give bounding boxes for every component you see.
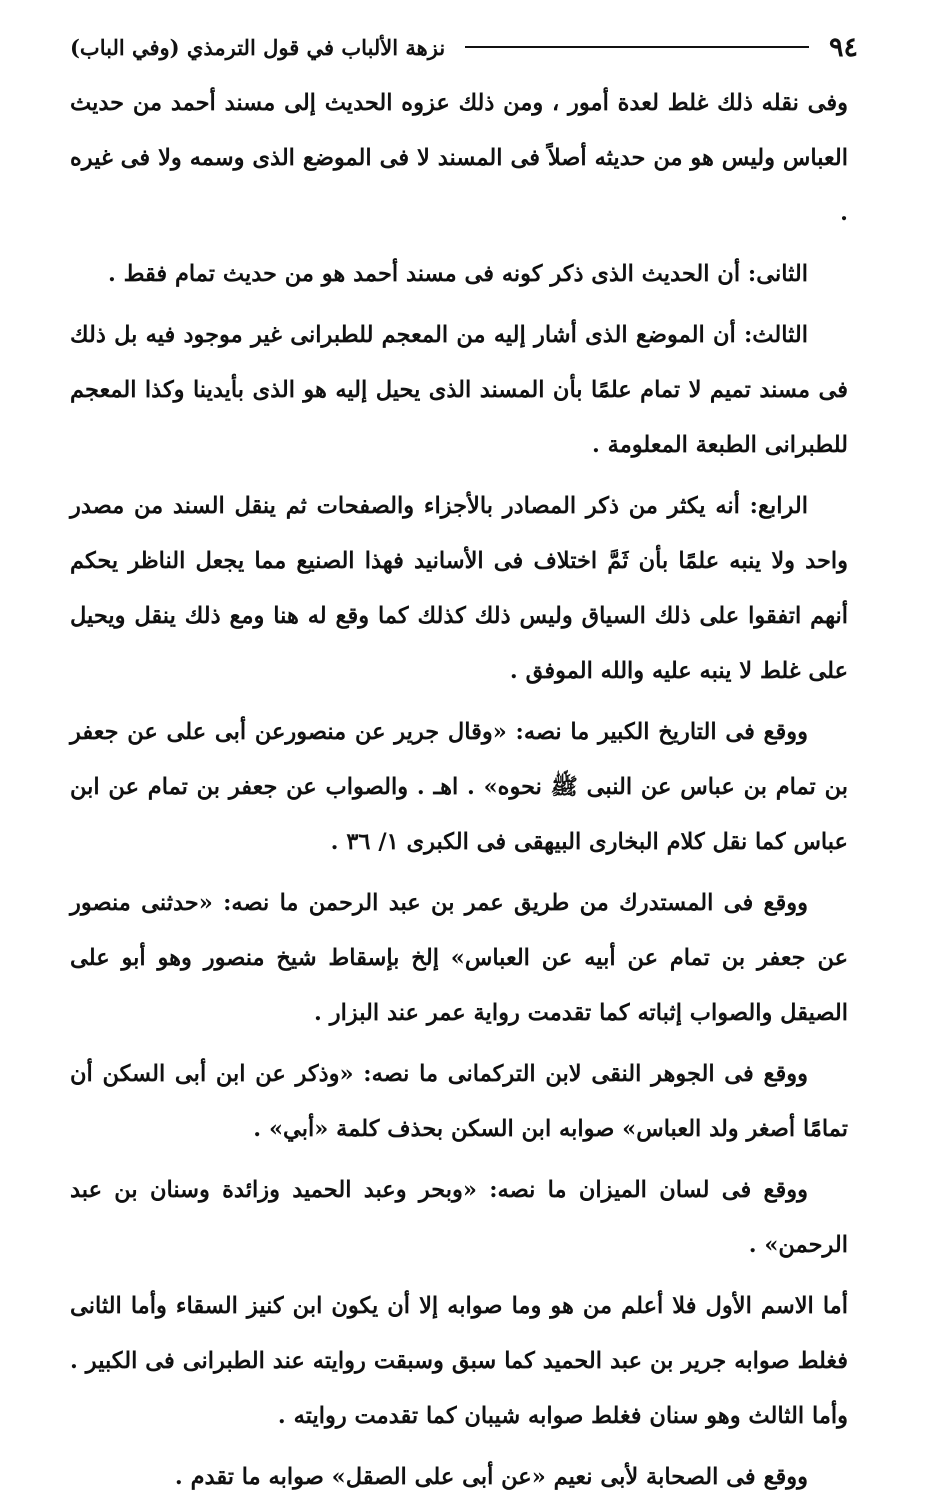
paragraph-text: ووقع فى الجوهر النقى لابن التركمانى ما نصه: «وذكر عن ابن أبى السكن أن تمامًا أصغر ولد العباس» صوابه ابن السكن بحذف كلمة «أبي» .	[70, 1061, 848, 1142]
paragraph-5	[70, 705, 848, 870]
paragraph-label: الثانى:	[747, 261, 808, 287]
paragraph-7	[70, 1047, 848, 1157]
paragraph-text: ووقع فى لسان الميزان ما نصه: «وبحر وعبد الحميد وزائدة وسنان بن عبد الرحمن» .	[70, 1177, 848, 1258]
paragraph-text: أن الحديث الذى ذكر كونه فى مسند أحمد هو من حديث تمام فقط .	[108, 261, 748, 287]
page-header	[70, 24, 858, 70]
paragraph-6	[70, 876, 848, 1041]
paragraph-text: أن الموضع الذى أشار إليه من المعجم للطبرانى غير موجود فيه بل ذلك فى مسند تميم لا تمام علمًا بأن المسند الذى يحيل إليه هو الذى بأيدينا وكذا المعجم للطبرانى الطبعة المعلومة .	[70, 322, 848, 458]
paragraph-text: أما الاسم الأول فلا أعلم من هو وما صوابه إلا أن يكون ابن كنيز السقاء وأما الثانى فغلط صوابه جرير بن عبد الحميد كما سبق وسبقت روايته عند الطبرانى فى الكبير . وأما الثالث وهو سنان فغلط صوابه شيبان كما تقدمت روايته .	[70, 1293, 848, 1429]
body-text	[70, 76, 848, 1511]
paragraph-text: وفى نقله ذلك غلط لعدة أمور ، ومن ذلك عزوه الحديث إلى مسند أحمد من حديث العباس وليس هو من حديثه أصلاً فى المسند لا فى الموضع الذى وسمه ولا فى غيره .	[70, 90, 848, 226]
paragraph-2	[70, 247, 848, 302]
paragraph-text: ووقع فى التاريخ الكبير ما نصه: «وقال جرير عن منصورعن أبى على عن جعفر بن تمام بن عباس عن النبى ﷺ نحوه» . اهـ . والصواب عن جعفر بن تمام عن ابن عباس كما نقل كلام البخارى البيهقى فى الكبرى ١/ ٣٦ .	[70, 719, 848, 855]
paragraph-4	[70, 479, 848, 699]
paragraph-8	[70, 1163, 848, 1273]
paragraph-label: الثالث:	[743, 322, 808, 348]
paragraph-label: الرابع:	[749, 493, 808, 519]
paragraph-text: ووقع فى الصحابة لأبى نعيم «عن أبى على الصقل» صوابه ما تقدم .	[174, 1464, 808, 1490]
paragraph-10	[70, 1450, 848, 1505]
paragraph-9	[70, 1279, 848, 1444]
paragraph-1	[70, 76, 848, 241]
paragraph-text: أنه يكثر من ذكر المصادر بالأجزاء والصفحات ثم ينقل السند من مصدر واحد ولا ينبه علمًا بأن ثَمَّ اختلاف فى الأسانيد فهذا الصنيع مما يجعل الناظر يحكم أنهم اتفقوا على ذلك السياق وليس ذلك كذلك كما وقع له هنا ومع ذلك ينقل ويحيل على غلط لا ينبه عليه والله الموفق .	[70, 493, 848, 684]
page-number: ٩٤	[828, 31, 858, 63]
paragraph-text: ووقع فى المستدرك من طريق عمر بن عبد الرحمن ما نصه: «حدثنى منصور عن جعفر بن تمام عن أبيه عن العباس» إلخ بإسقاط شيخ منصور وهو أبو على الصيقل والصواب إثباته كما تقدمت رواية عمر عند البزار .	[70, 890, 848, 1026]
header-rule	[465, 46, 809, 48]
running-title: نزهة الألباب في قول الترمذي (وفي الباب)	[70, 34, 446, 60]
paragraph-3	[70, 308, 848, 473]
